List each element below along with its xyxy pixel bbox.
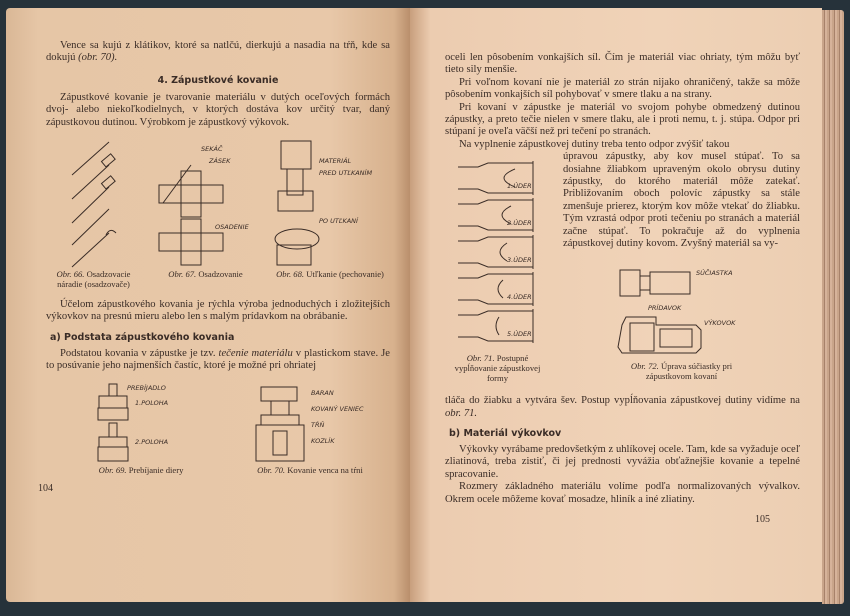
fig68-label: PRED UTĽKANÍM — [318, 169, 372, 178]
fig71-drawing — [453, 157, 543, 349]
right-text-top: oceli len pôsobením vonkajších síl. Čím je materiál viac ohriaty, tým môžu byť tieto sily menšie. Pri voľnom kovaní nie je materiál zo strán nijako ohraničený, takže sa môže pôsobením vonkajších síl pohybovať v smere tlaku a na strany. Pri kovaní v zápustke je materiál vo svojom pohybe obmedzený dutinou zápustky, a preto tečie nielen v smere tlaku, ale i proti nemu, t. j. stúpa. Odpor pri stúpaní je oveľa väčší než pri tečení po stranách. Na vyplnenie zápustkovej dutiny treba tento odpor zvýšiť takou — [445, 52, 800, 150]
fig72-caption: Obr. 72. Úprava súčiastky pri zápustkovom kovaní — [630, 360, 733, 381]
right-text-wrap: úpravou zápustky, aby kov musel stúpať. To sa dosiahne žliabkom upraveným okolo obrysu dutiny zápustky, do ktorého materiál môže zatekať. Približovaním oboch polovíc zápustky sa stále zmenšuje prierez, ktorým kov môže vtekať do žliabku. Tým vzrastá odpor proti tečeniu po stranách a materiál začne stúpať. To pokračuje až do vyplnenia zápustkovej dutiny kovom. Zvyšný materiál sa vy- — [563, 151, 800, 250]
figures-66-68 — [46, 139, 390, 289]
fig71-label: 3.ÚDER — [506, 256, 532, 265]
fig68-utlkanie-drawing — [273, 139, 388, 269]
paragraph-definition: Zápustkové kovanie je tvarovanie materiálu v dutých oceľových formách dvoj- alebo niekoľkodielnych, v ktorých dostáva kov určitý tvar, daný zápustkovou dutinou. Výrobkom je zápustkový výkovok. — [46, 91, 390, 128]
fig71-caption: Obr. 71. Postupné vypĺňovanie zápustkovej formy — [454, 353, 541, 384]
paragraph-intro: Vence sa kujú z klátikov, ktoré sa natlčú, dierkujú a nasadia na tŕň, kde sa dokujú (obr. 70). — [46, 40, 390, 64]
fig70 — [250, 381, 370, 475]
page-number-right: 105 — [755, 514, 770, 526]
fig70-kovanie-venca-drawing — [253, 381, 368, 465]
fig67-label: ZÁSEK — [209, 157, 231, 166]
fig66 — [46, 139, 141, 289]
fig72-label: SÚČIASTKA — [695, 268, 733, 277]
fig70-label: KOZLÍK — [310, 436, 334, 445]
paragraph-purpose: Účelom zápustkového kovania je rýchla výroba jednoduchých i zložitejších výkovkov na presnú mieru alebo len s malým prídavkom na obrábanie. — [46, 299, 390, 323]
page-number-left: 104 — [38, 482, 53, 494]
fig71-label: 4.ÚDER — [506, 293, 532, 302]
fig68 — [270, 139, 390, 279]
paragraph-essence: Podstatou kovania v zápustke je tzv. tečenie materiálu v plastickom stave. Je to posúvanie jeho najmenších častíc, ktoré je možné pri ohriatej — [46, 347, 390, 372]
right-wrap-column — [563, 151, 800, 380]
fig71 — [445, 157, 550, 383]
fig70-label: KOVANÝ VENIEC — [310, 404, 364, 413]
fig72-label: PRÍDAVOK — [647, 303, 681, 312]
fig71-label: 1.ÚDER — [506, 182, 532, 191]
fig67-osadzovanie-drawing — [153, 139, 258, 269]
section-heading: 4. Zápustkové kovanie — [157, 74, 279, 86]
fig72-drawing — [612, 265, 752, 357]
left-page-content — [38, 40, 390, 495]
fig68-label: PO UTĽKANÍ — [318, 217, 358, 226]
fig69-label: 2.POLOHA — [135, 437, 169, 446]
fig69-label: PREBÍJADLO — [127, 383, 166, 392]
figures-69-70 — [46, 381, 390, 475]
paragraph-5: tláča do žiabku a vytvára šev. Postup vypĺňovania zápustkovej dutiny vidíme na obr. 71. — [445, 395, 800, 419]
fig71-label: 5.ÚDER — [506, 330, 532, 339]
fig68-caption: Obr. 68. Utľkanie (pechovanie) — [276, 269, 384, 280]
fig69-label: 1.POLOHA — [135, 398, 169, 407]
fig66-tools-drawing — [64, 139, 124, 269]
fig68-label: MATERIÁL — [318, 157, 351, 166]
fig67-label: OSADENIE — [215, 223, 249, 232]
fig69 — [86, 381, 196, 475]
subheading-b: b) Materiál výkovkov — [449, 428, 562, 440]
fig67 — [151, 139, 261, 279]
page-edges — [822, 10, 844, 604]
fig70-label: TŔŇ — [310, 420, 324, 429]
fig69-caption: Obr. 69. Prebíjanie diery — [98, 464, 184, 475]
fig71-label: 2.ÚDER — [506, 219, 532, 228]
right-text-bottom: Výkovky vyrábame predovšetkým z uhlíkovej ocele. Tam, kde sa vyžaduje oceľ zliatinová, treba zistiť, či jej prednosti vyvážia obťažnejšie kovanie a tepelné spracovanie. Rozmery základného materiálu volíme podľa normalizovaných vývalkov. Okrem ocele môžeme kovať mosadze, hliník a iné zliatiny. — [445, 444, 800, 505]
fig70-caption: Obr. 70. Kovanie venca na tŕni — [257, 464, 363, 475]
fig66-caption: Obr. 66. Osadzovacie náradie (osadzovače) — [56, 269, 131, 290]
right-page-content — [445, 52, 800, 526]
fig67-label: SEKÁČ — [201, 145, 223, 154]
right-figure-row — [445, 151, 800, 383]
fig70-label: BARAN — [310, 388, 334, 397]
fig72 — [563, 265, 800, 381]
fig69-prebijanie-drawing — [91, 381, 191, 465]
subheading-a: a) Podstata zápustkového kovania — [50, 331, 235, 343]
fig67-caption: Obr. 67. Osadzovanie — [168, 269, 243, 280]
fig72-label: VÝKOVOK — [703, 318, 735, 327]
